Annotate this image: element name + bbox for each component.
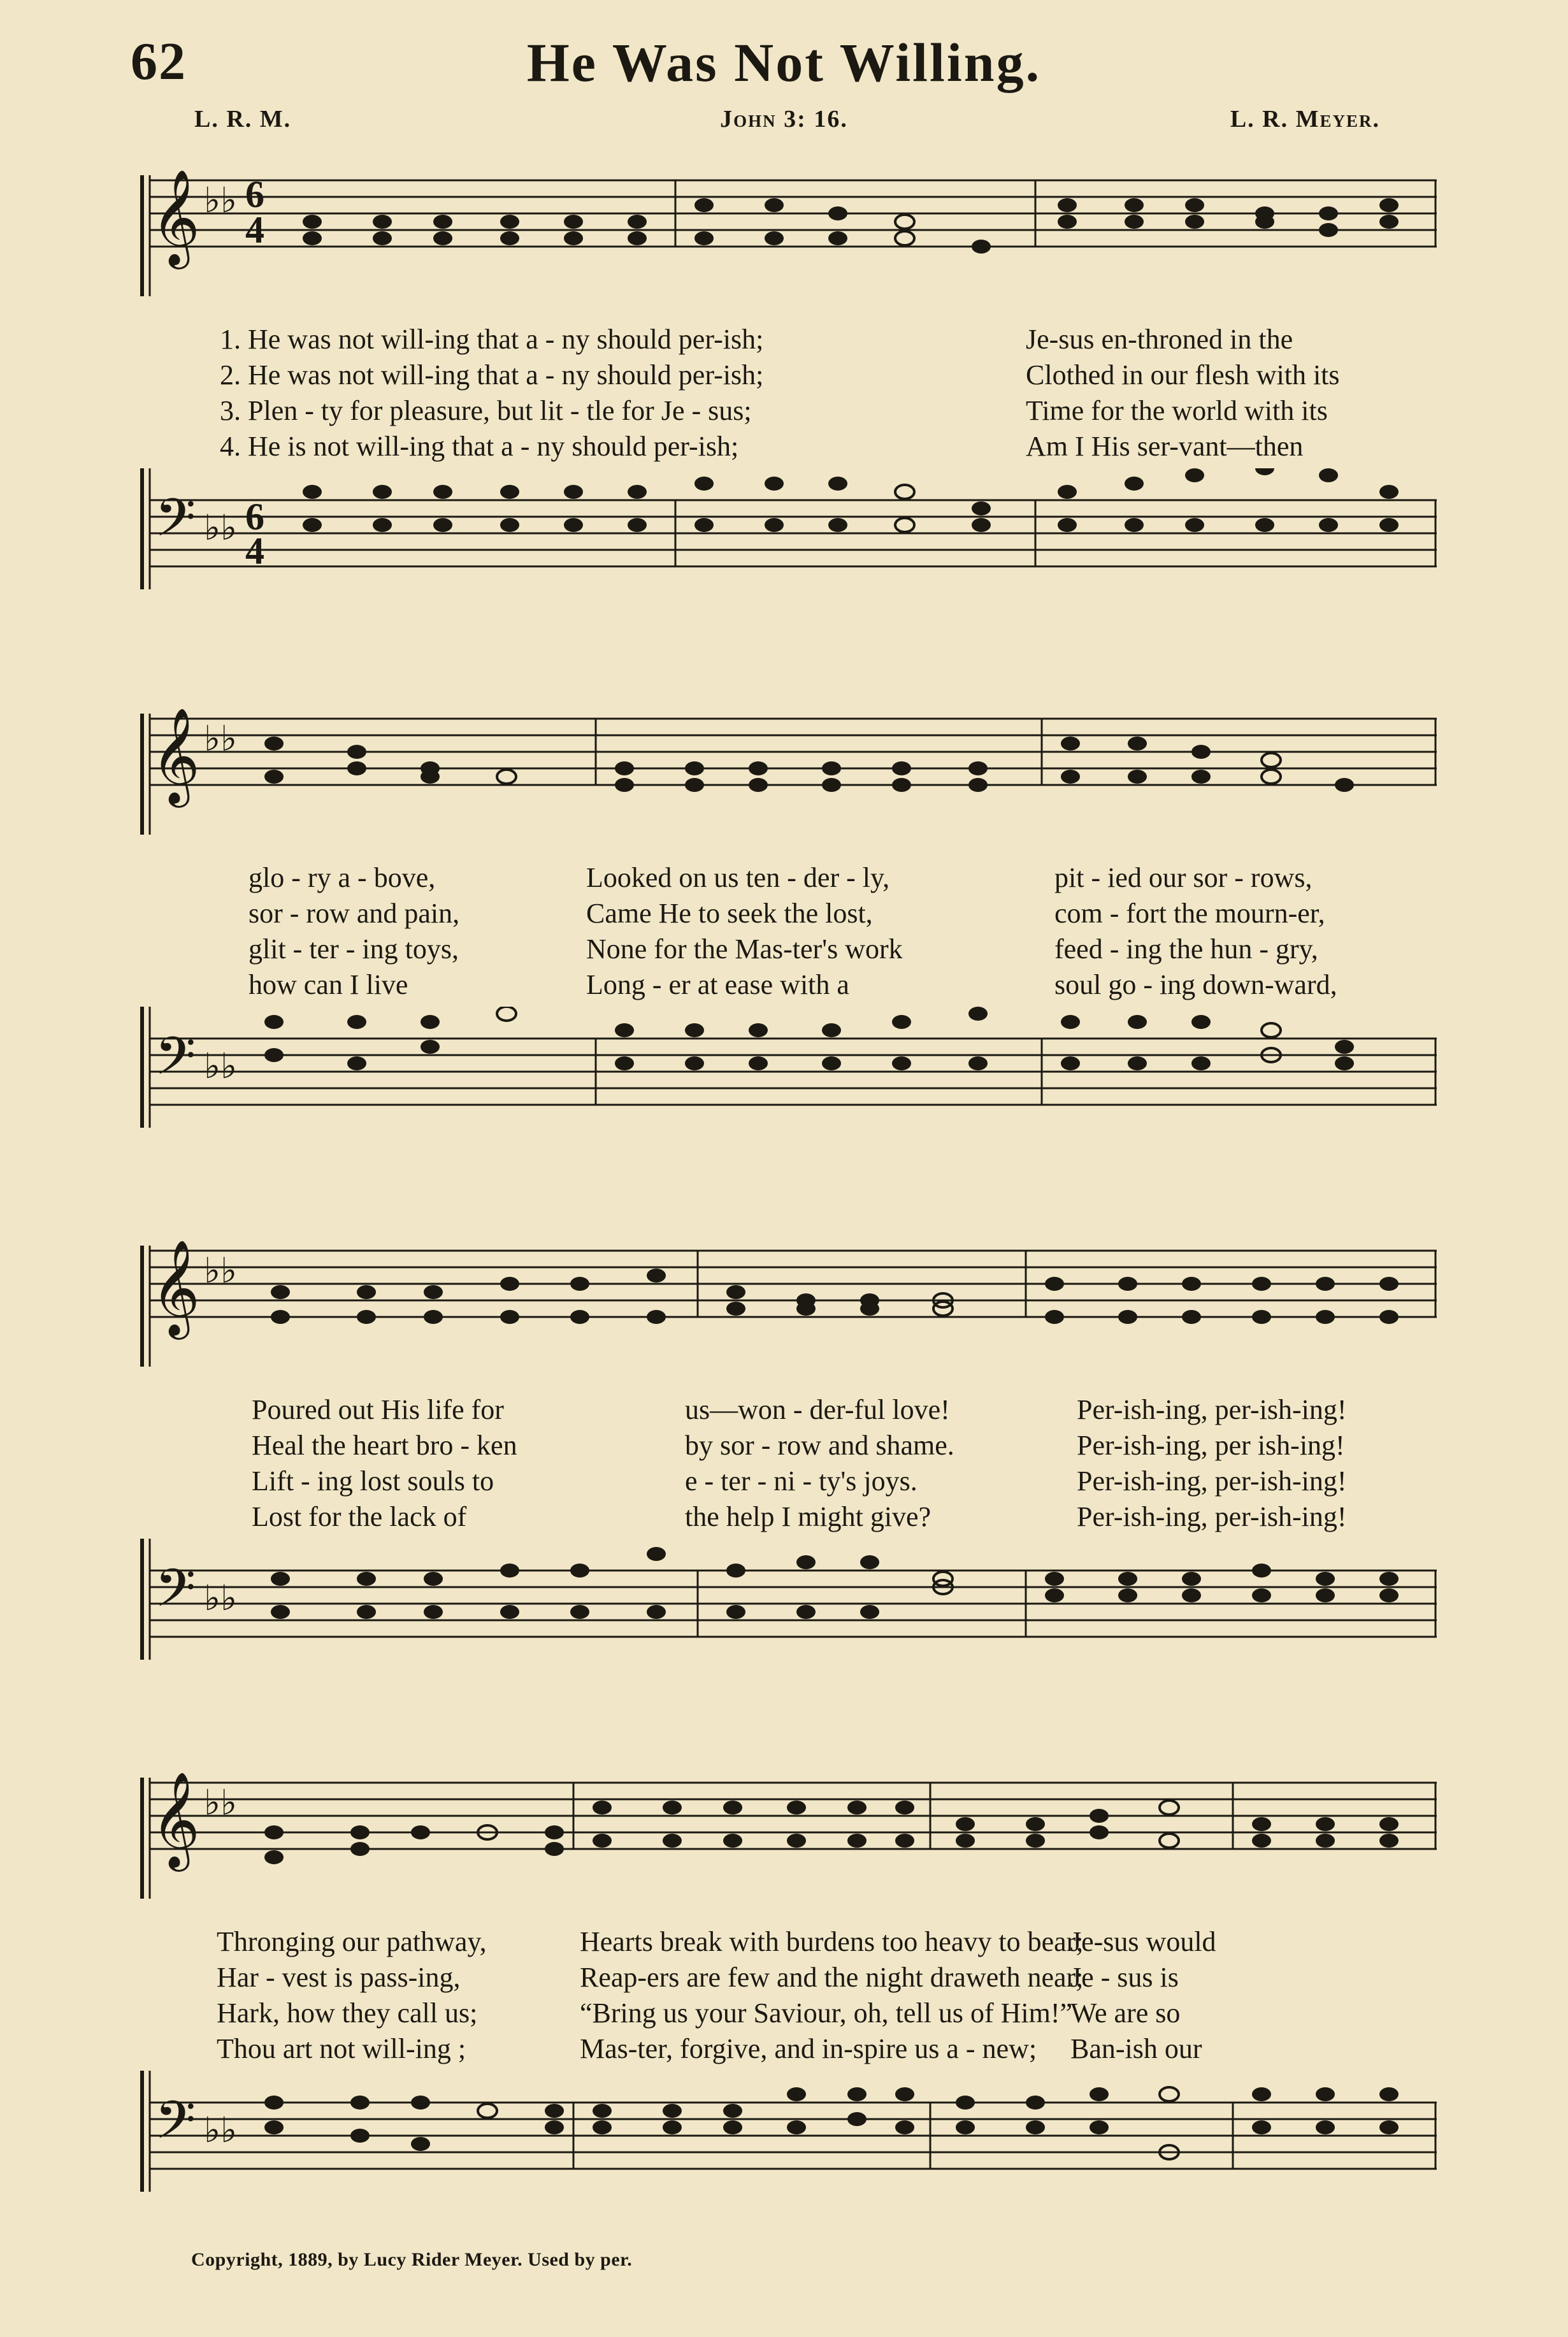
verse-lines [252,1392,1469,1535]
copyright-notice: Copyright, 1889, by Lucy Rider Meyer. Used by per. [191,2249,633,2270]
time-signature: 6 [245,173,264,215]
verse-lines [220,322,1437,464]
verse-line-1: 1. He was not will-ing that a - ny should per-ish; Je-sus en-throned in the [220,324,1293,355]
scripture-reference: John 3: 16. [720,106,848,133]
verse-line-4: Thou art not will-ing ; Mas-ter, forgive, and in-spire us a - new; Ban-ish our [217,2033,1202,2064]
verse-line-4: Lost for the lack of the help I might give? Per-ish-ing, per-ish-ing! [252,1501,1347,1532]
verse-line-2: Har - vest is pass-ing, Reap-ers are few and the night draweth near; Je - sus is [217,1962,1179,1993]
verse-line-4: 4. He is not will-ing that a - ny should per-ish; Am I His ser-vant—then [220,431,1304,462]
svg-text:4: 4 [245,209,264,251]
svg-text:♭♭: ♭♭ [204,1783,237,1822]
bass-clef-icon: 𝄢 [155,489,196,560]
treble-clef-icon: 𝄞 [151,710,200,802]
bass-clef-icon: 𝄢 [155,2092,196,2162]
treble-staff [131,1239,1437,1373]
verse-line-2: Heal the heart bro - ken by sor - row and shame. Per-ish-ing, per ish-ing! [252,1430,1345,1461]
svg-text:6: 6 [245,496,264,538]
svg-text:♭♭: ♭♭ [204,1047,237,1086]
svg-text:♭♭: ♭♭ [204,1579,237,1618]
svg-text:♭♭: ♭♭ [204,2111,237,2150]
svg-text:♭♭: ♭♭ [204,508,237,547]
music-system-1 [131,169,1437,602]
verse-lines [248,860,1465,1003]
bass-staff [131,2071,1437,2204]
verse-line-3: Hark, how they call us; “Bring us your Saviour, oh, tell us of Him!” We are so [217,1997,1181,2029]
verse-lines [217,1924,1434,2067]
treble-staff [131,169,1437,303]
verse-line-3: 3. Plen - ty for pleasure, but lit - tle for Je - sus; Time for the world with its [220,395,1328,426]
verse-line-4: how can I live Long - er at ease with a soul go - ing down-ward, [248,969,1337,1000]
verse-line-2: 2. He was not will-ing that a - ny should per-ish; Clothed in our flesh with its [220,359,1340,391]
hymn-number: 62 [131,32,187,91]
verse-line-1: Thronging our pathway, Hearts break with burdens too heavy to bear; Je-sus would [217,1926,1216,1957]
composer-name: L. R. Meyer. [1230,106,1380,133]
author-initials: L. R. M. [194,106,292,133]
bass-staff [131,468,1437,602]
treble-staff [131,707,1437,841]
music-system-3 [131,1239,1437,1672]
verse-line-3: Lift - ing lost souls to e - ter - ni - ty's joys. Per-ish-ing, per-ish-ing! [252,1465,1347,1497]
music-system-4 [131,1771,1437,2204]
treble-staff [131,1771,1437,1905]
verse-line-3: glit - ter - ing toys, None for the Mas-ter's work feed - ing the hun - gry, [248,933,1318,965]
treble-clef-icon: 𝄞 [151,1242,200,1334]
music-system-2 [131,707,1437,1140]
svg-text:♭♭: ♭♭ [204,719,237,758]
verse-line-1: Poured out His life for us—won - der-ful love! Per-ish-ing, per-ish-ing! [252,1394,1347,1425]
treble-clef-icon: 𝄞 [151,1774,200,1866]
key-signature: ♭♭ [204,181,237,220]
bass-clef-icon: 𝄢 [155,1560,196,1630]
hymn-title: He Was Not Willing. [526,32,1042,93]
treble-clef-icon: 𝄞 [151,172,200,264]
bass-clef-icon: 𝄢 [155,1028,196,1098]
verse-line-2: sor - row and pain, Came He to seek the lost, com - fort the mourn-er, [248,898,1325,929]
svg-text:♭♭: ♭♭ [204,1251,237,1290]
bass-staff [131,1539,1437,1672]
bass-staff [131,1007,1437,1140]
svg-text:4: 4 [245,530,264,572]
verse-line-1: glo - ry a - bove, Looked on us ten - der - ly, pit - ied our sor - rows, [248,862,1313,893]
